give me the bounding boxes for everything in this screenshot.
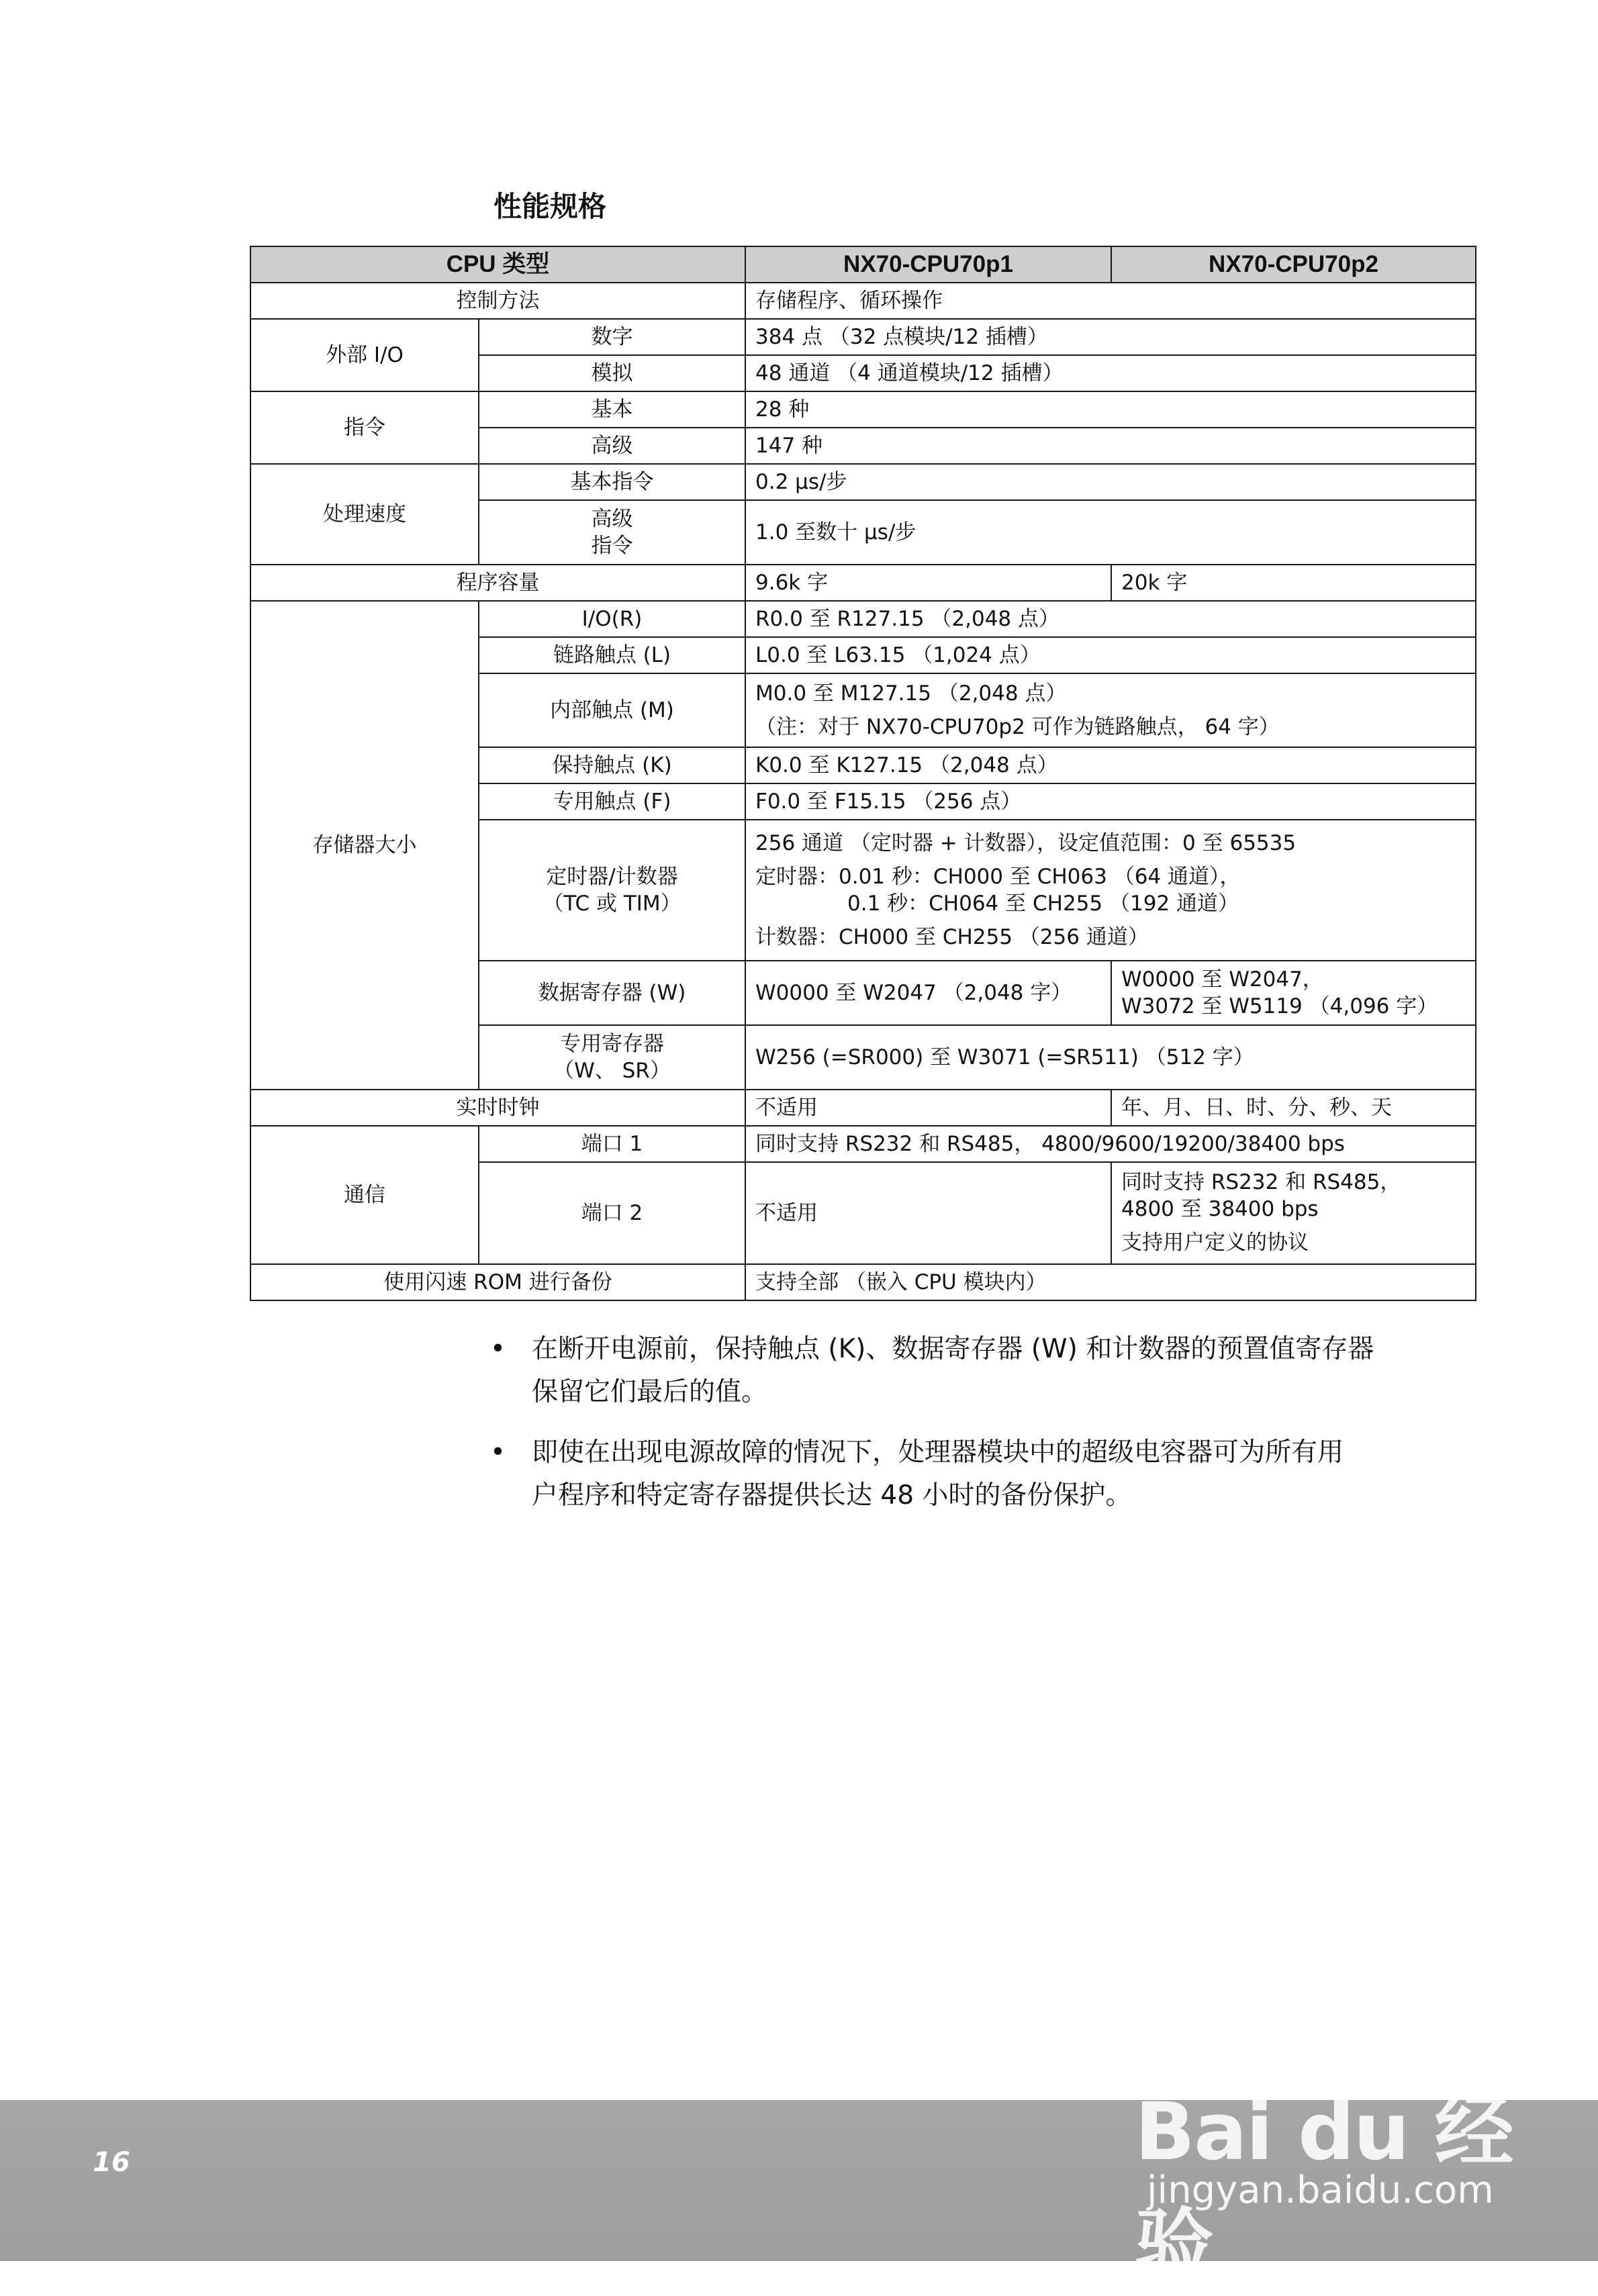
row-value: 48 通道 （4 通道模块/12 插槽）: [745, 355, 1476, 391]
row-label: 程序容量: [250, 565, 745, 601]
row-label: 控制方法: [250, 283, 745, 319]
row-label-line: 指令: [591, 534, 633, 558]
value-line: W0000 至 W2047，: [1121, 967, 1323, 992]
value-line: 同时支持 RS232 和 RS485，: [1121, 1170, 1401, 1194]
row-label-line: （W、 SR）: [553, 1059, 671, 1083]
value-line: 256 通道 （定时器 + 计数器），设定值范围：0 至 65535: [755, 831, 1297, 855]
list-item: [490, 1328, 1470, 1414]
row-value: 1.0 至数十 μs/步: [745, 500, 1476, 565]
row-label: 内部触点 (M): [479, 673, 745, 747]
table-row: [250, 464, 1476, 500]
table-row: [250, 601, 1476, 637]
page-number: 16: [93, 2147, 130, 2178]
table-row: [250, 1126, 1476, 1162]
value-line: 0.1 秒：CH064 至 CH255 （192 通道）: [847, 892, 1239, 916]
row-label: 数据寄存器 (W): [479, 961, 745, 1025]
group-label: 通信: [250, 1126, 479, 1264]
row-label: [479, 820, 745, 961]
note-line: 即使在出现电源故障的情况下，处理器模块中的超级电容器可为所有用: [532, 1437, 1344, 1468]
row-label: 模拟: [479, 355, 745, 391]
notes-list: [490, 1328, 1470, 1535]
row-label: 使用闪速 ROM 进行备份: [250, 1264, 745, 1300]
value-line: 4800 至 38400 bps: [1121, 1197, 1319, 1221]
row-label: [479, 1025, 745, 1090]
row-label-line: 定时器/计数器: [546, 865, 678, 889]
row-value: L0.0 至 L63.15 （1,024 点）: [745, 637, 1476, 673]
row-value: 0.2 μs/步: [745, 464, 1476, 500]
row-label: 链路触点 (L): [479, 637, 745, 673]
value-line: 定时器：0.01 秒：CH000 至 CH063 （64 通道），: [755, 865, 1241, 889]
value-line: W3072 至 W5119 （4,096 字）: [1121, 994, 1438, 1018]
row-label: 端口 1: [479, 1126, 745, 1162]
table-row: [250, 391, 1476, 428]
row-value: R0.0 至 R127.15 （2,048 点）: [745, 601, 1476, 637]
row-label: [479, 500, 745, 565]
row-value: [745, 820, 1476, 961]
table-header-row: [250, 246, 1476, 283]
row-value: 147 种: [745, 428, 1476, 464]
note-line: 保留它们最后的值。: [532, 1377, 768, 1407]
value-line: 计数器：CH000 至 CH255 （256 通道）: [755, 925, 1149, 949]
bullet-icon: •: [490, 1334, 506, 1364]
table-row: [250, 319, 1476, 355]
row-value-model-1: W0000 至 W2047 （2,048 字）: [745, 961, 1111, 1025]
row-value: 存储程序、循环操作: [745, 283, 1476, 319]
row-label-line: （TC 或 TIM）: [543, 892, 682, 916]
table-row: [250, 1264, 1476, 1300]
row-value-model-2: 20k 字: [1111, 565, 1476, 601]
watermark-brand: Bai du 经验: [1135, 2085, 1513, 2292]
group-label: 处理速度: [250, 464, 479, 565]
row-label: 端口 2: [479, 1162, 745, 1264]
row-value: 同时支持 RS232 和 RS485， 4800/9600/19200/38400 bps: [745, 1126, 1476, 1162]
section-title: 性能规格: [493, 190, 607, 223]
list-item: [490, 1431, 1470, 1517]
row-label-line: 高级: [591, 507, 633, 531]
row-label: 高级: [479, 428, 745, 464]
row-value: F0.0 至 F15.15 （256 点）: [745, 783, 1476, 820]
group-label: 存储器大小: [250, 601, 479, 1090]
row-value: 28 种: [745, 391, 1476, 428]
note-line: 在断开电源前，保持触点 (K)、数据寄存器 (W) 和计数器的预置值寄存器: [532, 1334, 1374, 1364]
row-value-model-2: 年、月、日、时、分、秒、天: [1111, 1090, 1476, 1126]
value-line: 支持用户定义的协议: [1121, 1231, 1309, 1255]
value-note: （注：对于 NX70-CPU70p2 可作为链路触点， 64 字）: [755, 715, 1280, 739]
value-line: M0.0 至 M127.15 （2,048 点）: [755, 681, 1067, 706]
table-row: [250, 283, 1476, 319]
watermark-url: jingyan.baidu.com: [1147, 2168, 1494, 2212]
row-label: 实时时钟: [250, 1090, 745, 1126]
header-cpu-type: CPU 类型: [250, 246, 745, 283]
row-value-model-1: 不适用: [745, 1090, 1111, 1126]
row-value: 支持全部 （嵌入 CPU 模块内）: [745, 1264, 1476, 1300]
bullet-icon: •: [490, 1437, 506, 1468]
group-label: 外部 I/O: [250, 319, 479, 391]
row-value: 384 点 （32 点模块/12 插槽）: [745, 319, 1476, 355]
table-row: [250, 565, 1476, 601]
table-row: [250, 1090, 1476, 1126]
row-value-model-1: 不适用: [745, 1162, 1111, 1264]
row-value-model-1: 9.6k 字: [745, 565, 1111, 601]
row-value-model-2: [1111, 961, 1476, 1025]
row-value-model-2: [1111, 1162, 1476, 1264]
group-label: 指令: [250, 391, 479, 464]
note-line: 户程序和特定寄存器提供长达 48 小时的备份保护。: [532, 1480, 1132, 1511]
row-label: 基本指令: [479, 464, 745, 500]
row-label: 保持触点 (K): [479, 747, 745, 783]
row-value: W256 (=SR000) 至 W3071 (=SR511) （512 字）: [745, 1025, 1476, 1090]
header-model-2: NX70-CPU70p2: [1111, 246, 1476, 283]
row-label: 基本: [479, 391, 745, 428]
row-label-line: 专用寄存器: [560, 1032, 664, 1056]
watermark: [1135, 2034, 1517, 2292]
row-value: K0.0 至 K127.15 （2,048 点）: [745, 747, 1476, 783]
spec-table: [250, 246, 1476, 1301]
row-label: 数字: [479, 319, 745, 355]
header-model-1: NX70-CPU70p1: [745, 246, 1111, 283]
row-label: 专用触点 (F): [479, 783, 745, 820]
row-label: I/O(R): [479, 601, 745, 637]
row-value: [745, 673, 1476, 747]
